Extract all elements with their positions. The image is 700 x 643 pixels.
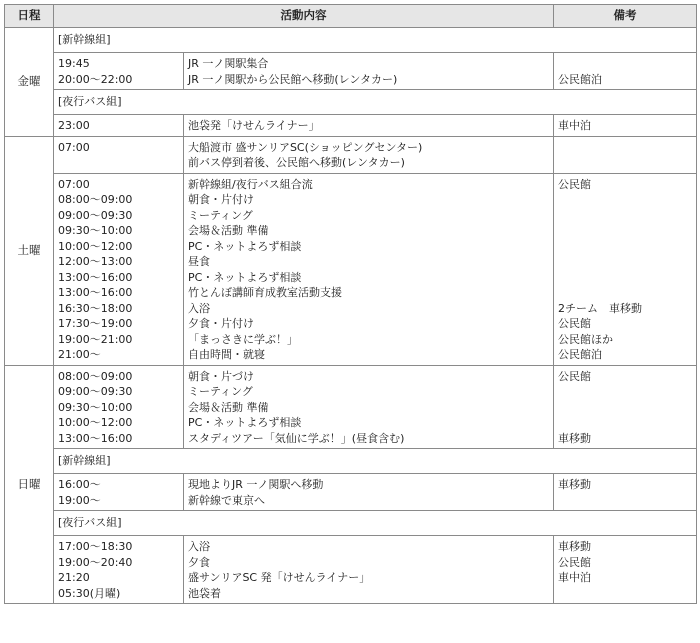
activity-cell: 新幹線組/夜行バス組合流 朝食・片付け ミーティング 会場＆活動 準備 PC・ネットよろず相談 昼食 PC・ネットよろず相談 竹とんぼ講師育成教室活動支援 入浴 夕食・片付け 「まっさきに学ぶ！」 自由時間・就寝 xyxy=(184,173,554,365)
header-day: 日程 xyxy=(5,5,54,28)
activity-cell: JR 一ノ関駅集合 JR 一ノ関駅から公民館へ移動(レンタカー) xyxy=(184,53,554,90)
group-label: [夜行バス組] xyxy=(54,90,697,115)
note-cell: 車中泊 xyxy=(554,115,697,137)
note-cell: 公民館 車移動 xyxy=(554,365,697,449)
table-row xyxy=(5,449,697,474)
header-row xyxy=(5,5,697,28)
time-cell: 23:00 xyxy=(54,115,184,137)
note-cell xyxy=(554,136,697,173)
note-cell: 車移動 公民館 車中泊 xyxy=(554,536,697,604)
time-cell: 16:00〜 19:00〜 xyxy=(54,474,184,511)
day-friday: 金曜 xyxy=(5,28,54,137)
group-label: [新幹線組] xyxy=(54,28,697,53)
activity-cell: 朝食・片づけ ミーティング 会場＆活動 準備 PC・ネットよろず相談 スタディツアー「気仙に学ぶ！」(昼食含む) xyxy=(184,365,554,449)
table-row xyxy=(5,536,697,604)
note-cell: 公民館 2チーム 車移動 公民館 公民館ほか 公民館泊 xyxy=(554,173,697,365)
activity-cell: 入浴 夕食 盛サンリアSC 発「けせんライナー」 池袋着 xyxy=(184,536,554,604)
activity-cell: 池袋発「けせんライナー」 xyxy=(184,115,554,137)
group-label: [夜行バス組] xyxy=(54,511,697,536)
table-row xyxy=(5,90,697,115)
table-row xyxy=(5,511,697,536)
day-saturday: 土曜 xyxy=(5,136,54,365)
note-cell: 公民館泊 xyxy=(554,53,697,90)
activity-cell: 現地よりJR 一ノ関駅へ移動 新幹線で東京へ xyxy=(184,474,554,511)
time-cell: 19:45 20:00〜22:00 xyxy=(54,53,184,90)
time-cell: 07:00 xyxy=(54,136,184,173)
table-row xyxy=(5,173,697,365)
day-sunday: 日曜 xyxy=(5,365,54,604)
activity-cell: 大船渡市 盛サンリアSC(ショッピングセンター) 前バス停到着後、公民館へ移動(レンタカー) xyxy=(184,136,554,173)
time-cell: 17:00〜18:30 19:00〜20:40 21:20 05:30(月曜) xyxy=(54,536,184,604)
table-row xyxy=(5,365,697,449)
header-note: 備考 xyxy=(554,5,697,28)
table-row xyxy=(5,136,697,173)
group-label: [新幹線組] xyxy=(54,449,697,474)
time-cell: 07:00 08:00〜09:00 09:00〜09:30 09:30〜10:00 10:00〜12:00 12:00〜13:00 13:00〜16:00 13:00〜16:00 16:30〜18:00 17:30〜19:00 19:00〜21:00 21:00〜 xyxy=(54,173,184,365)
note-cell: 車移動 xyxy=(554,474,697,511)
table-row xyxy=(5,53,697,90)
table-row xyxy=(5,28,697,53)
schedule-table xyxy=(4,4,697,604)
time-cell: 08:00〜09:00 09:00〜09:30 09:30〜10:00 10:00〜12:00 13:00〜16:00 xyxy=(54,365,184,449)
table-row xyxy=(5,115,697,137)
table-row xyxy=(5,474,697,511)
header-content: 活動内容 xyxy=(54,5,554,28)
